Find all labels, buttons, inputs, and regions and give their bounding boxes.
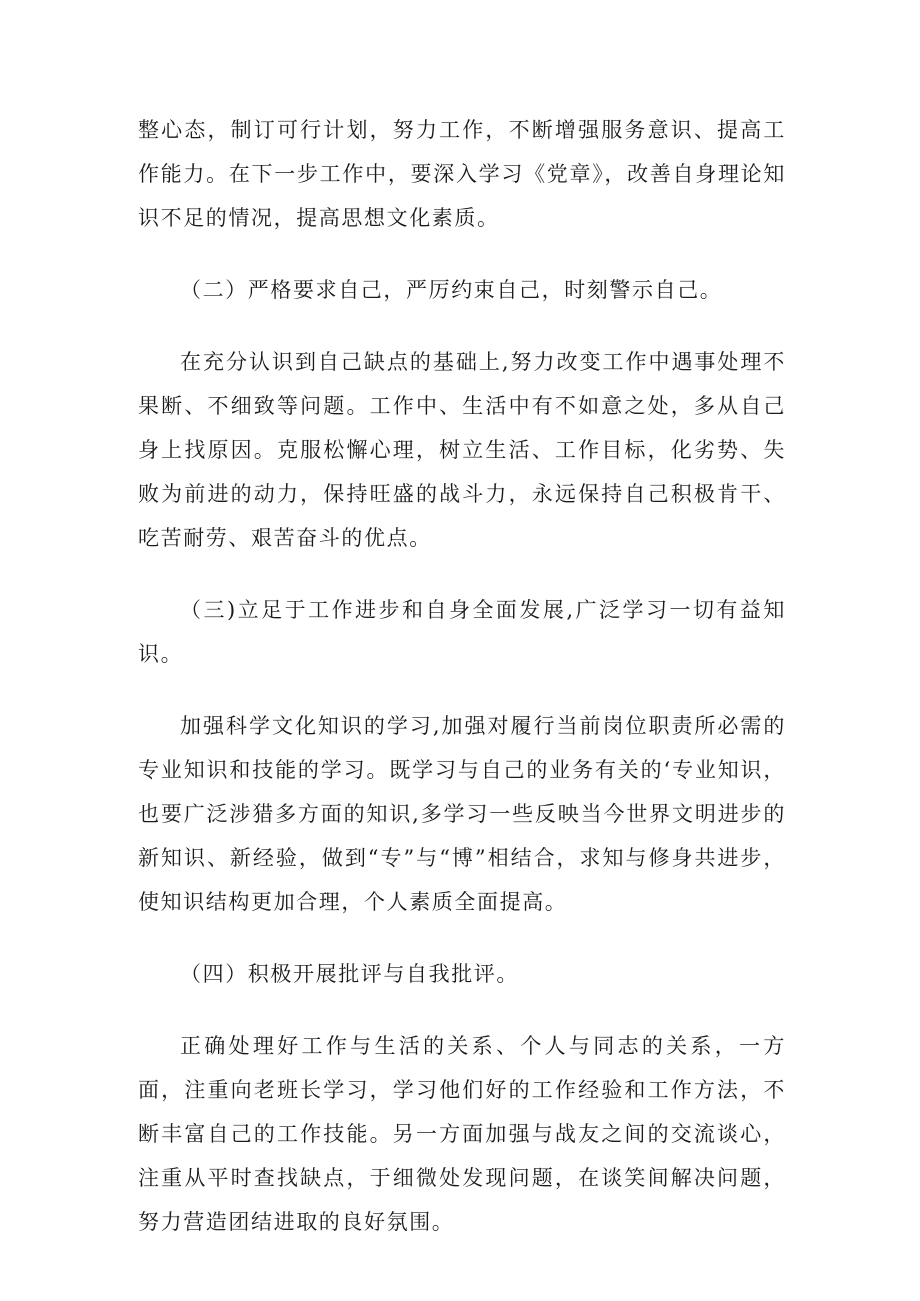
document-body (138, 108, 786, 1244)
paragraph-section-2: 在充分认识到自己缺点的基础上,努力改变工作中遇事处理不果断、不细致等问题。工作中、生活中有不如意之处，多从自己身上找原因。克服松懈心理，树立生活、工作目标，化劣势、失败为前进的动力，保持旺盛的战斗力，永远保持自己积极肯干、吃苦耐劳、艰苦奋斗的优点。 (138, 350, 786, 550)
section-heading-3: （三)立足于工作进步和自身全面发展,广泛学习一切有益知识。 (138, 598, 786, 666)
section-heading-2: （二）严格要求自己，严厉约束自己，时刻警示自己。 (180, 278, 723, 302)
section-heading-4: （四）积极开展批评与自我批评。 (180, 962, 519, 986)
paragraph-section-4: 正确处理好工作与生活的关系、个人与同志的关系，一方面，注重向老班长学习，学习他们好的工作经验和工作方法，不断丰富自己的工作技能。另一方面加强与战友之间的交流谈心，注重从平时查找缺点，于细微处发现问题，在谈笑间解决问题，努力营造团结进取的良好氛围。 (138, 1034, 786, 1234)
paragraph-continued-intro: 整心态，制订可行计划，努力工作，不断增强服务意识、提高工作能力。在下一步工作中，要深入学习《党章》，改善自身理论知识不足的情况，提高思想文化素质。 (138, 118, 786, 230)
paragraph-section-3: 加强科学文化知识的学习,加强对履行当前岗位职责所必需的专业知识和技能的学习。既学习与自己的业务有关的‘专业知识，也要广泛涉猎多方面的知识,多学习一些反映当今世界文明进步的新知识、新经验，做到“专”与“博”相结合，求知与修身共进步，使知识结构更加合理，个人素质全面提高。 (138, 714, 786, 914)
